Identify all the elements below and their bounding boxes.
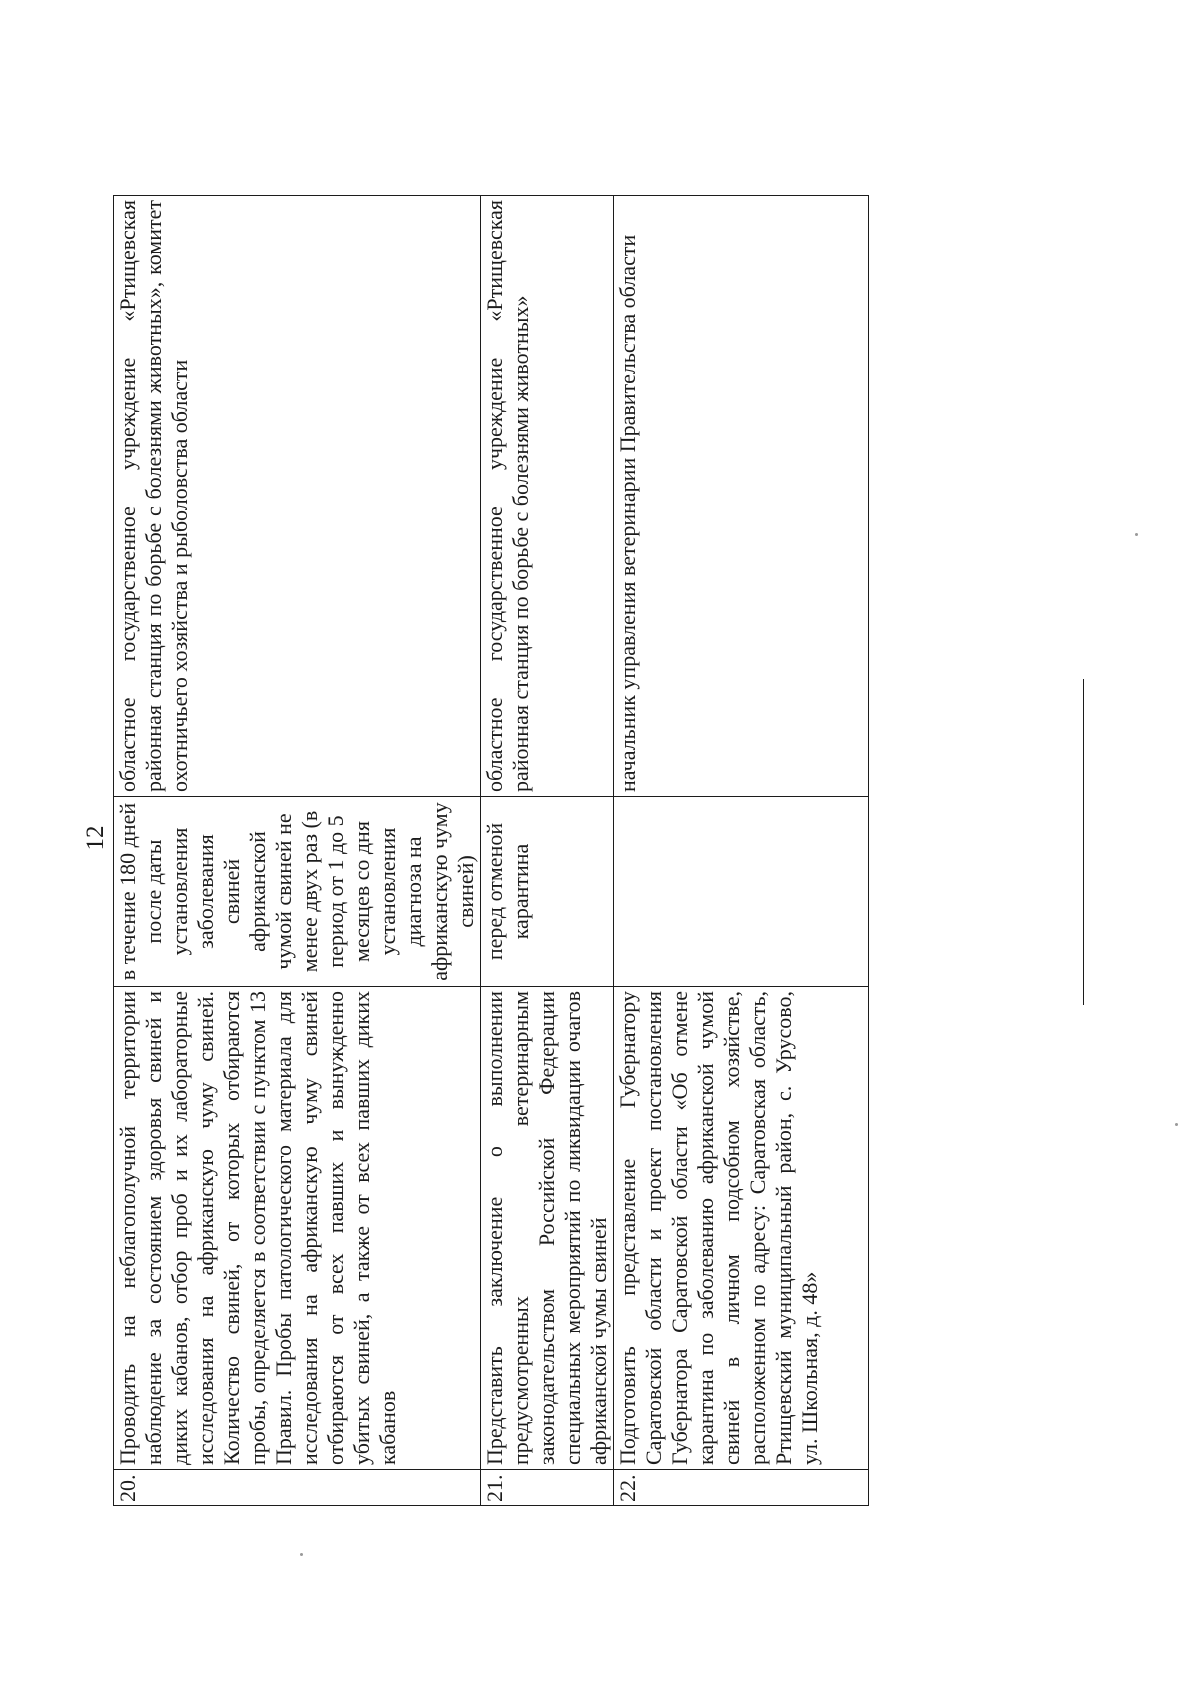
action-cell: Представить заключение о выполнении предусмотренных ветеринарным законодательством Российской Федерации специальных мероприятий по ликвидации очагов африканской чумы свиней [481,987,614,1470]
row-number-cell: 20. [114,1470,481,1506]
term-cell [614,797,869,987]
term-cell: перед отменой карантина [481,797,614,987]
scan-speck [1175,1123,1178,1126]
scan-speck [300,1553,303,1556]
closing-line [1083,679,1084,1005]
row-number-cell: 21. [481,1470,614,1506]
table-row [614,196,869,1506]
table-row [481,196,614,1506]
page-number: 12 [82,825,109,851]
measures-table [113,195,869,1506]
action-cell: Проводить на неблагополучной территории наблюдение за состоянием здоровья свиней и диких кабанов, отбор проб и их лабораторные исследования на африканскую чуму свиней. Количество свиней, от которых отбираются пробы, определяется в соответствии с пунктом 13 Правил. Пробы патологического материала для исследования на африканскую чуму свиней отбираются от всех павших и вынужденно убитых свиней, а также от всех павших диких кабанов [114,987,481,1470]
responsible-cell: областное государственное учреждение «Ртищевская районная станция по борьбе с болезнями животных», комитет охотничьего хозяйства и рыболовства области [114,196,481,797]
responsible-cell: областное государственное учреждение «Ртищевская районная станция по борьбе с болезнями животных» [481,196,614,797]
row-number-cell: 22. [614,1470,869,1506]
responsible-cell: начальник управления ветеринарии Правительства области [614,196,869,797]
action-cell: Подготовить представление Губернатору Саратовской области и проект постановления Губернатора Саратовской области «Об отмене карантина по заболеванию африканской чумой свиней в личном подсобном хозяйстве, расположенном по адресу: Саратовская область, Ртищевский муниципальный район, с. Урусово, ул. Школьная, д. 48» [614,987,869,1470]
table-row [114,196,481,1506]
term-cell: в течение 180 дней после даты установления заболевания свиней африканской чумой свиней не менее двух раз (в период от 1 до 5 месяцев со дня установления диагноза на африканскую чуму свиней) [114,797,481,987]
scan-speck [1135,533,1138,536]
